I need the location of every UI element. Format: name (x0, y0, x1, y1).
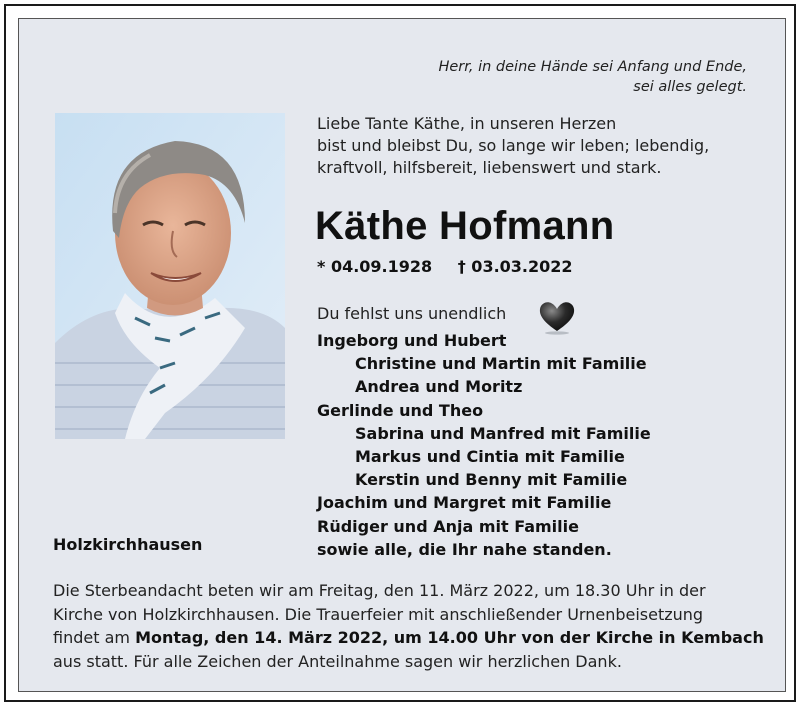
family-row: sowie alle, die Ihr nahe standen. (317, 539, 612, 559)
notice-line-4: aus statt. Für alle Zeichen der Anteilnahme sagen wir herzlichen Dank. (53, 651, 622, 671)
portrait-photo (55, 113, 285, 439)
motto-line-2: sei alles gelegt. (633, 79, 747, 95)
notice-line-3 (53, 626, 773, 650)
intro-line: kraftvoll, hilfsbereit, liebenswert und stark. (317, 158, 662, 177)
motto-line-1: Herr, in deine Hände sei Anfang und Ende, (438, 59, 747, 75)
intro-text (317, 113, 709, 179)
family-row: Andrea und Moritz (355, 377, 523, 397)
family-row: Kerstin und Benny mit Familie (355, 470, 628, 490)
intro-line: bist und bleibst Du, so lange wir leben; lebendig, (317, 136, 710, 155)
obituary-card (18, 18, 786, 692)
missing-text: Du fehlst uns unendlich (317, 304, 507, 323)
death-date: † 03.03.2022 (457, 257, 573, 276)
intro-line: Liebe Tante Käthe, in unseren Herzen (317, 114, 617, 133)
family-row: Ingeborg und Hubert (317, 331, 507, 350)
family-row: Gerlinde und Theo (317, 400, 484, 420)
birth-date: * 04.09.1928 (317, 257, 433, 276)
family-list (317, 329, 651, 561)
life-dates (317, 257, 573, 277)
notice-funeral-date: Montag, den 14. März 2022, um 14.00 Uhr von der Kirche in Kembach (135, 628, 764, 647)
family-row: Christine und Martin mit Familie (355, 354, 647, 374)
service-notice (53, 579, 773, 673)
family-row: Sabrina und Manfred mit Familie (355, 423, 651, 443)
notice-line-3-prefix: findet am (53, 628, 136, 647)
notice-line-2: Kirche von Holzkirchhausen. Die Trauerfeier mit anschließender Urnenbeisetzung (53, 604, 704, 624)
place-name: Holzkirchhausen (53, 535, 203, 554)
notice-line-1: Die Sterbeandacht beten wir am Freitag, den 11. März 2022, um 18.30 Uhr in der (53, 581, 706, 600)
family-row: Joachim und Margret mit Familie (317, 493, 612, 513)
outer-frame (4, 4, 796, 702)
family-row: Rüdiger und Anja mit Familie (317, 516, 579, 536)
family-row: Markus und Cintia mit Familie (355, 447, 625, 467)
deceased-name: Käthe Hofmann (315, 204, 615, 248)
motto (438, 57, 747, 97)
